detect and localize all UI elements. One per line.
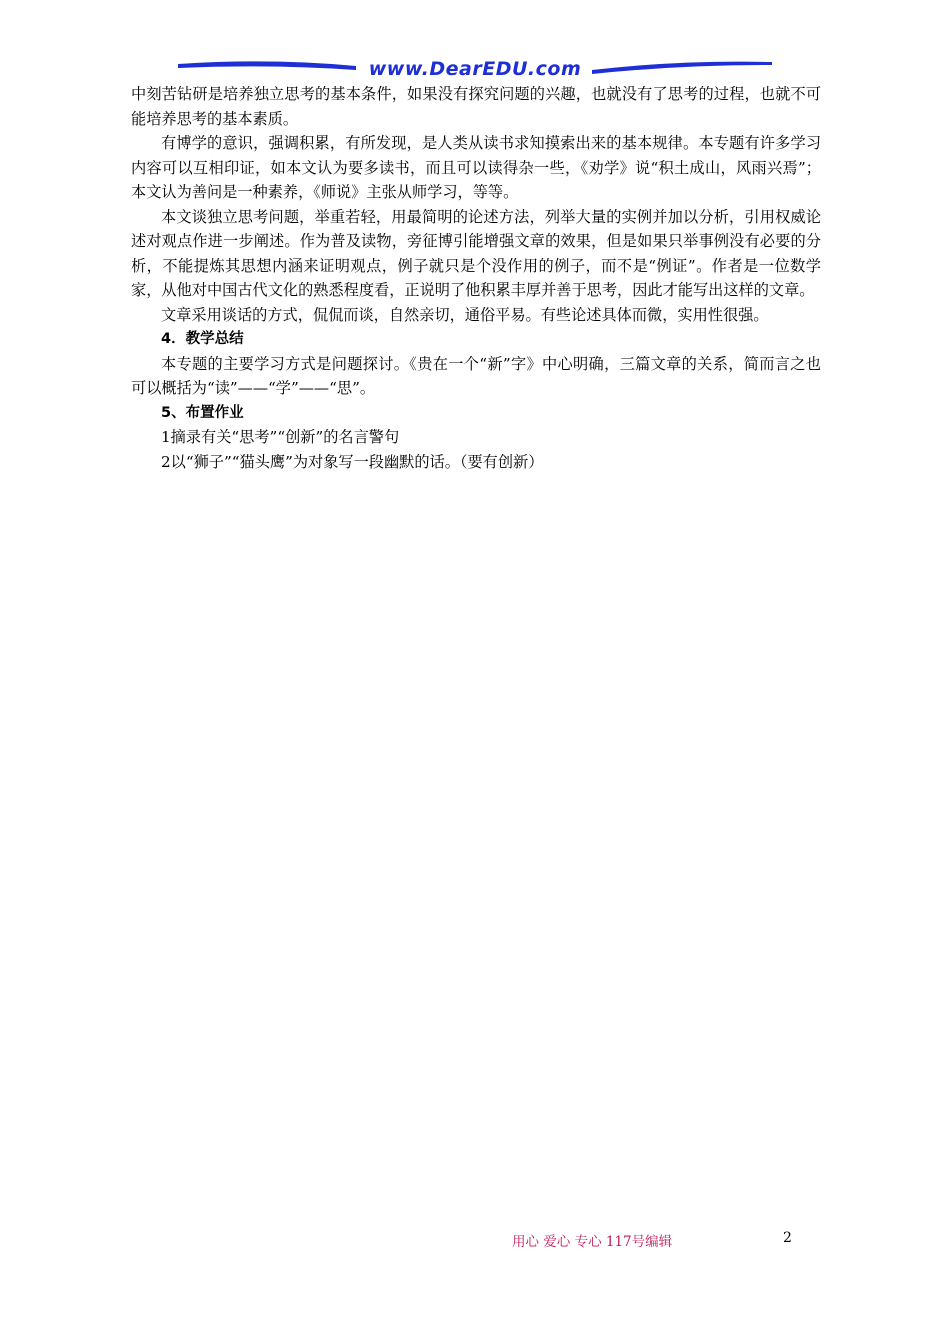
- paragraph: 有博学的意识，强调积累，有所发现，是人类从读书求知摸索出来的基本规律。本专题有许多学习内容可以互相印证，如本文认为要多读书，而且可以读得杂一些，《劝学》说“积土成山，风雨兴焉”；本文认为善问是一种素养，《师说》主张从师学习，等等。: [131, 134, 821, 201]
- paragraph: 中刻苦钻研是培养独立思考的基本条件，如果没有探究问题的兴趣，也就没有了思考的过程，也就不可能培养思考的基本素质。: [131, 85, 821, 128]
- section-heading-homework: 5、布置作业: [161, 404, 244, 421]
- footer-slogan: 用心 爱心 专心 117号编辑: [512, 1234, 673, 1250]
- paragraph: 文章采用谈话的方式，侃侃而谈，自然亲切，通俗平易。有些论述具体而微，实用性很强。: [161, 305, 769, 324]
- document-body: [131, 82, 821, 474]
- paragraph: 本文谈独立思考问题，举重若轻，用最简明的论述方法，列举大量的实例并加以分析，引用权威论述对观点作进一步阐述。作为普及读物，旁征博引能增强文章的效果，但是如果只举事例没有必要的分析，不能提炼其思想内涵来证明观点，例子就只是个没作用的例子，而不是“例证”。作者是一位数学家，从他对中国古代文化的熟悉程度看，正说明了他积累丰厚并善于思考，因此才能写出这样的文章。: [131, 207, 821, 299]
- page-number: 2: [783, 1230, 792, 1246]
- homework-item: 1摘录有关“思考”“创新”的名言警句: [161, 428, 400, 446]
- paragraph: 本专题的主要学习方式是问题探讨。《贵在一个“新”字》中心明确，三篇文章的关系，简而言之也可以概括为“读”——“学”——“思”。: [131, 354, 821, 397]
- site-logo-text: www.DearEDU.com: [368, 58, 582, 80]
- homework-item: 2以“狮子”“猫头鹰”为对象写一段幽默的话。（要有创新）: [161, 452, 544, 471]
- section-heading-summary: 4．教学总结: [161, 331, 244, 347]
